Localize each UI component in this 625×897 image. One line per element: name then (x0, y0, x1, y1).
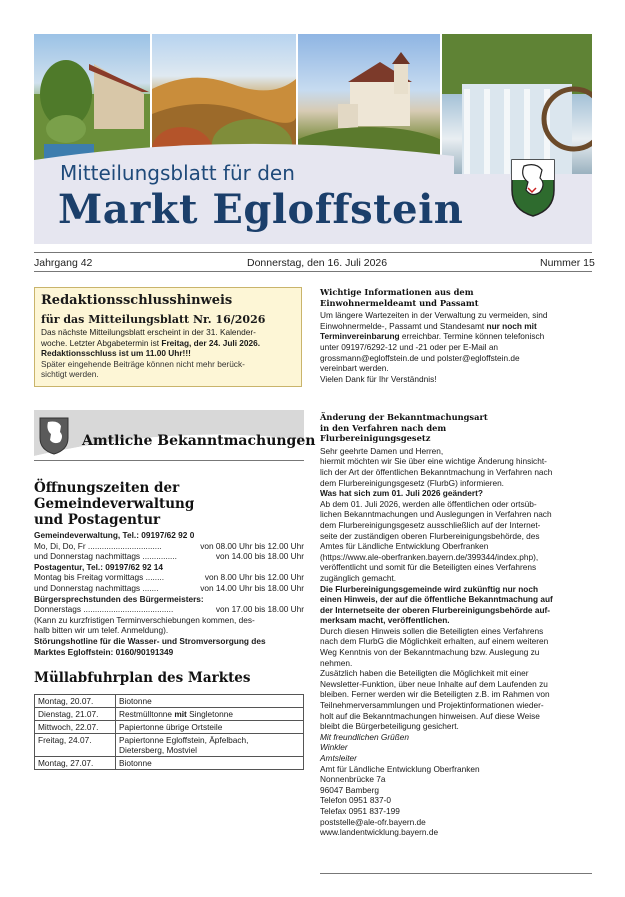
info-line: Terminvereinbarung erreichbar. Termine können telefonisch (320, 331, 545, 342)
paragraph-line: dem Flurbereinigungsgesetz (FlurbG) informieren. (320, 477, 504, 488)
opening-hours-title: Öffnungszeiten der Gemeindeverwaltung (34, 480, 195, 512)
issue-rule-bottom (34, 271, 592, 272)
admin-phone-heading: Gemeindeverwaltung, Tel.: 09197/62 92 0 (34, 530, 195, 540)
address-line: Nonnenbrücke 7a (320, 774, 386, 785)
paragraph-line: Teilnehmerversammlungen und Projektinformationen wieder- (320, 700, 544, 711)
registry-info-title: Einwohnermeldeamt und Passamt (320, 297, 479, 308)
banner-rule (34, 460, 304, 461)
paragraph-line: Ab dem 01. Juli 2026, werden alle öffentlichen oder ortsüb- (320, 498, 537, 509)
paragraph-line: nach dem FlurbG die Möglichkeit erhalten, auf einem weiteren (320, 636, 549, 647)
opening-hours-title: und Postagentur (34, 512, 161, 528)
paragraph-line: nehmen. (320, 657, 353, 668)
paragraph-line: zugänglich gemacht. (320, 572, 397, 583)
paragraph-line: bleiben. Ferner werden wir die Beteiligten z.B. im Rahmen von (320, 689, 550, 700)
paragraph-line: Amtes für Ländliche Entwicklung Oberfranken (320, 541, 489, 552)
address-line: poststelle@ale-ofr.bayern.de (320, 816, 426, 827)
deadline-notice-box (34, 287, 302, 387)
paragraph-line: hiermit möchten wir Sie über eine wichtige Änderung hinsicht- (320, 456, 547, 467)
bold-paragraph-line: Die Flurbereinigungsgemeinde wird zukünftig nur noch (320, 583, 539, 594)
address-line: Amt für Ländliche Entwicklung Oberfranken (320, 763, 480, 774)
paragraph-line: veröffentlicht und somit für die Beteiligten eines Verfahrens (320, 562, 537, 573)
notice-subtitle: für das Mitteilungsblatt Nr. 16/2026 (41, 313, 266, 326)
paragraph-line: Newsletter-Funktion, über neue Inhalte auf dem Laufenden zu (320, 678, 548, 689)
mayor-hours-heading: Bürgersprechstunden des Bürgermeisters: (34, 593, 204, 604)
registry-info-title: Wichtige Informationen aus dem (320, 287, 474, 297)
notice-line: sichtigt werden. (41, 369, 99, 380)
notice-line: woche. Letzter Abgabetermin ist Freitag, der 24. Juli 2026. (41, 337, 261, 348)
banner-label: Amtliche Bekanntmachungen (82, 433, 316, 449)
issue-rule-top (34, 252, 592, 253)
hours-row: Mo, Di, Do, Fr ................................ von 08.00 Uhr bis 12.00 Uhr (34, 540, 304, 551)
bold-paragraph-line: merksam macht, veröffentlichen. (320, 615, 450, 626)
signature-line: Amtsleiter (320, 753, 357, 763)
address-line: www.landentwicklung.bayern.de (320, 827, 439, 838)
notice-deadline: Redaktionsschluss ist um 11.00 Uhr!!! (41, 348, 191, 359)
paragraph-line: Durch diesen Hinweis sollen die Beteiligten eines Verfahrens (320, 625, 544, 636)
bold-paragraph-line: einen Hinweis, der auf die öffentliche Bekanntmachung auf (320, 594, 553, 605)
issue-number: Nummer 15 (540, 257, 595, 269)
waste-schedule-section (34, 670, 304, 770)
info-line: Um längere Wartezeiten in der Verwaltung zu vermeiden, sind (320, 310, 548, 321)
address-line: Telefon 0951 837-0 (320, 795, 392, 806)
info-email-line: grossmann@egloffstein.de und polster@egloffstein.de (320, 352, 520, 363)
notice-line: Das nächste Mitteilungsblatt erscheint in der 31. Kalender- (41, 327, 256, 337)
issue-date: Donnerstag, den 16. Juli 2026 (247, 257, 388, 269)
address-line: Telefax 0951 837-199 (320, 805, 400, 816)
signature-line: Winkler (320, 742, 348, 753)
table-row: Montag, 20.07. Biotonne (35, 695, 304, 708)
paragraph-line: lich der Art der öffentlichen Bekanntmachung in Verfahren nach (320, 466, 553, 477)
info-line: vereinbart werden. (320, 363, 389, 374)
signature-line: Mit freundlichen Grüßen (320, 731, 410, 742)
opening-hours-section (34, 480, 304, 657)
masthead-subtitle: Mitteilungsblatt für den (60, 161, 295, 185)
change-title: Flurbereinigungsgesetz (320, 433, 431, 444)
table-row: Freitag, 24.07. Papiertonne Egloffstein, Äpfelbach, Dietersberg, Mostviel (35, 734, 304, 757)
address-line: 96047 Bamberg (320, 784, 380, 795)
hotline-text: Marktes Egloffstein: 0160/90191349 (34, 646, 174, 657)
coat-of-arms-icon (510, 158, 556, 218)
info-line: Einwohnermelde-, Passamt und Standesamt nur noch mit (320, 320, 537, 331)
issue-volume: Jahrgang 42 (34, 257, 93, 269)
hours-row: und Donnerstag nachmittags ............... von 14.00 bis 18.00 Uhr (34, 551, 304, 562)
table-row: Montag, 27.07. Biotonne (35, 757, 304, 770)
question-heading: Was hat sich zum 01. Juli 2026 geändert? (320, 488, 483, 499)
masthead-title: Markt Egloffstein (58, 186, 464, 233)
change-title: in den Verfahren nach dem (320, 422, 447, 433)
mayor-hours-note: (Kann zu kurzfristigen Terminverschiebungen kommen, des- (34, 614, 255, 625)
paragraph-line: bleibt die Bürgerbeteiligung gesichert. (320, 721, 459, 732)
paragraph-line: Zusätzlich haben die Beteiligten die Möglichkeit mit einer (320, 668, 529, 679)
hours-row: Donnerstags ....................................... von 17.00 bis 18.00 Uhr (34, 604, 304, 615)
paragraph-line: holt auf die Bekanntmachungen hinweisen. Auf diese Weise (320, 710, 540, 721)
bold-paragraph-line: der Internetseite der oberen Flurbereinigungsbehörde auf- (320, 604, 551, 615)
paragraph-line: Weg Kenntnis von der Bekanntmachung bzw. Auslegung zu (320, 647, 540, 658)
hotline-text: Störungshotline für die Wasser- und Stromversorgung des (34, 635, 266, 646)
registry-info-section (320, 287, 592, 384)
post-agency-heading: Postagentur, Tel.: 09197/62 92 14 (34, 561, 163, 572)
greeting: Sehr geehrte Damen und Herren, (320, 445, 444, 456)
waste-schedule-title: Müllabfuhrplan des Marktes (34, 670, 251, 686)
table-row: Dienstag, 21.07. Restmülltonne mit Singletonne (35, 708, 304, 721)
paragraph-line: (https://www.ale-oberfranken.bayern.de/399344/index.php), (320, 551, 539, 562)
announcement-change-section (320, 412, 592, 838)
notice-title: Redaktionsschlusshinweis (41, 293, 233, 308)
notice-line: Später eingehende Beiträge können nicht mehr berück- (41, 358, 245, 369)
paragraph-line: lichen Bekanntmachungen und Auslegungen in Verfahren nach (320, 509, 552, 520)
info-line: Vielen Dank für Ihr Verständnis! (320, 373, 437, 384)
paragraph-line: seite der zuständigen oberen Flurbereinigungsbehörde, des (320, 530, 540, 541)
waste-schedule-table (34, 694, 304, 770)
paragraph-line: dem Flurbereinigungsgesetz ausschließlich auf der Internet- (320, 519, 541, 530)
hours-row: und Donnerstag nachmittags ....... von 14.00 Uhr bis 18.00 Uhr (34, 582, 304, 593)
mayor-hours-note: halb bitten wir um telef. Anmeldung). (34, 625, 169, 636)
change-title: Änderung der Bekanntmachungsart (320, 412, 488, 422)
hours-row: Montag bis Freitag vormittags ........ von 8.00 Uhr bis 12.00 Uhr (34, 572, 304, 583)
info-line: unter 09197/6292-12 und -21 oder per E-Mail an (320, 341, 499, 352)
bottom-rule (320, 873, 592, 874)
table-row: Mittwoch, 22.07. Papiertonne übrige Ortsteile (35, 721, 304, 734)
